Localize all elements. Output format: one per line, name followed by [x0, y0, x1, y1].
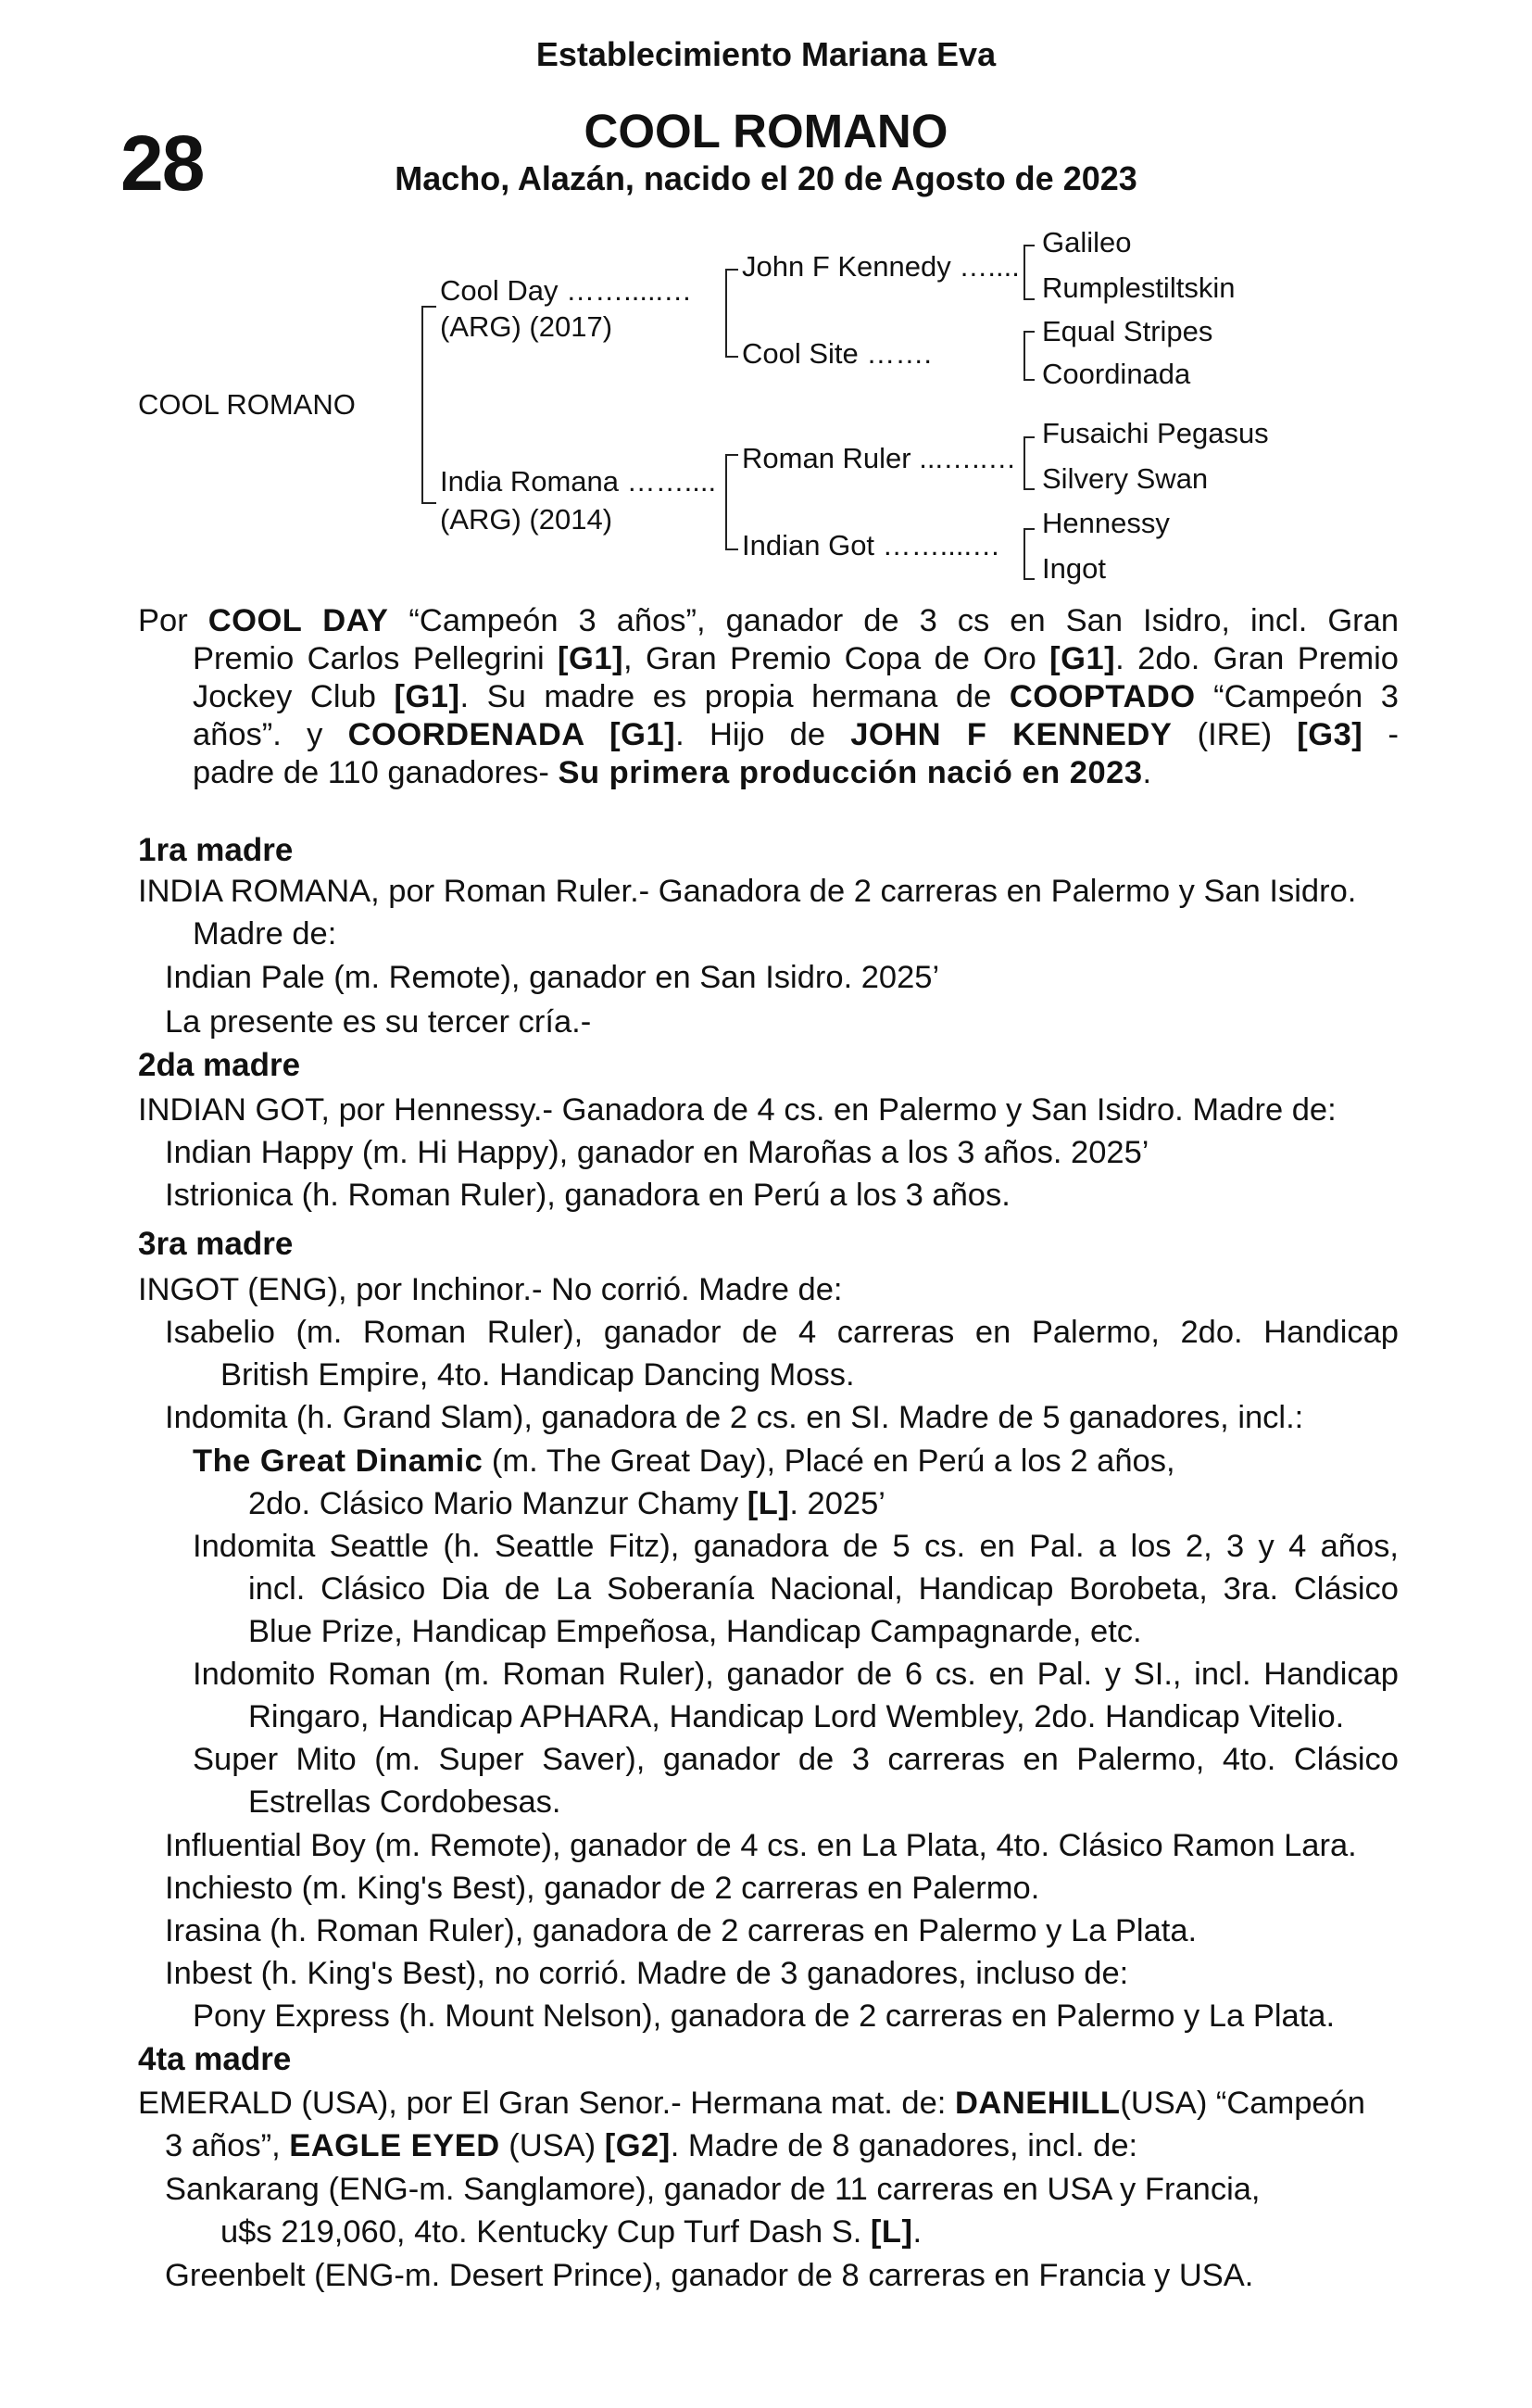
pedigree-gen3-8: Ingot [1042, 552, 1106, 585]
madre2-line: Istrionica (h. Roman Ruler), ganadora en Perú a los 3 años. [165, 1178, 1011, 1213]
text-run: . Hijo de [675, 717, 851, 752]
bracket-dam [725, 454, 738, 550]
grade-g1: [G1] [394, 679, 460, 714]
madre1-line: Madre de: [193, 916, 337, 952]
pedigree-gen3-2: Rumplestiltskin [1042, 271, 1236, 304]
bracket-ggp-3 [1023, 436, 1035, 490]
madre3-line: Blue Prize, Handicap Empeñosa, Handicap Campagnarde, etc. [248, 1614, 1142, 1649]
madre3-line: Indomita Seattle (h. Seattle Fitz), ganadora de 5 cs. en Pal. a los 2, 3 y 4 años, [193, 1529, 1399, 1564]
horse-description: Macho, Alazán, nacido el 20 de Agosto de 2023 [395, 159, 1137, 197]
text-run: años”. y [193, 717, 348, 752]
text-run: . [1142, 755, 1152, 790]
text-run: 2do. Clásico Mario Manzur Chamy [248, 1486, 747, 1521]
text-run: . [912, 2214, 923, 2250]
madre3-line: incl. Clásico Dia de La Soberanía Nacional, Handicap Borobeta, 3ra. Clásico [248, 1571, 1399, 1607]
bracket-ggp-4 [1023, 528, 1035, 580]
pedigree-dam: India Romana …….... [440, 465, 717, 498]
pedigree-sire: Cool Day …….....… [440, 274, 693, 307]
horse-eagle-eyed: EAGLE EYED [289, 2128, 500, 2163]
pedigree-gen3-6: Silvery Swan [1042, 462, 1209, 495]
madre3-line: Inbest (h. King's Best), no corrió. Madre de 3 ganadores, incluso de: [165, 1956, 1129, 1991]
text-run: . Su madre es propia hermana de [459, 679, 1010, 714]
madre3-line: Influential Boy (m. Remote), ganador de 4 cs. en La Plata, 4to. Clásico Ramon Lara. [165, 1828, 1357, 1863]
madre3-heading: 3ra madre [138, 1226, 294, 1262]
grade-listed: [L] [747, 1486, 790, 1521]
establishment-name: Establecimiento Mariana Eva [535, 35, 997, 73]
madre3-line [248, 1485, 885, 1523]
madre4-line [138, 2085, 1365, 2123]
sire-line-2 [193, 640, 1399, 678]
text-run: EMERALD (USA), por El Gran Senor.- Hermana mat. de: [138, 2086, 955, 2121]
sire-name: COOL DAY [207, 603, 389, 638]
text-run: . 2do. Gran Premio [1115, 641, 1399, 676]
grade-g1: [G1] [558, 641, 623, 676]
madre3-line [193, 1443, 1175, 1481]
madre3-line: Irasina (h. Roman Ruler), ganadora de 2 carreras en Palermo y La Plata. [165, 1913, 1198, 1948]
grade-g1: [G1] [1049, 641, 1116, 676]
text-run: “Campeón 3 años”, ganador de 3 cs en San Isidro, incl. Gran [388, 603, 1400, 638]
text-run: . 2025’ [789, 1486, 885, 1521]
madre4-line: Greenbelt (ENG-m. Desert Prince), ganador de 8 carreras en Francia y USA. [165, 2258, 1254, 2293]
bracket-ggp-2 [1023, 331, 1035, 381]
madre3-line: Isabelio (m. Roman Ruler), ganador de 4 carreras en Palermo, 2do. Handicap [165, 1315, 1399, 1350]
sire-line-1 [138, 602, 1399, 640]
text-run: (USA) “Campeón [1120, 2086, 1365, 2121]
pedigree-dam-sire: Roman Ruler ...…..… [742, 442, 1017, 474]
madre1-heading: 1ra madre [138, 832, 294, 868]
text-run: - [1362, 717, 1400, 752]
madre3-line: Indomito Roman (m. Roman Ruler), ganador de 6 cs. en Pal. y SI., incl. Handicap [193, 1657, 1399, 1692]
madre3-line: Pony Express (h. Mount Nelson), ganadora de 2 carreras en Palermo y La Plata. [193, 1998, 1336, 2034]
sire-line-3 [193, 678, 1399, 716]
sire-line-4 [193, 716, 1399, 754]
pedigree-subject: COOL ROMANO [138, 388, 356, 421]
pedigree-dam-origin: (ARG) (2014) [440, 503, 613, 536]
madre3-line: British Empire, 4to. Handicap Dancing Moss. [220, 1357, 855, 1393]
pedigree-gen3-7: Hennessy [1042, 507, 1170, 539]
madre2-line: INDIAN GOT, por Hennessy.- Ganadora de 4 cs. en Palermo y San Isidro. Madre de: [138, 1092, 1337, 1128]
horse-john-f-kennedy: JOHN F KENNEDY [850, 717, 1173, 752]
madre3-line: Inchiesto (m. King's Best), ganador de 2 carreras en Palermo. [165, 1871, 1040, 1906]
pedigree-gen3-3: Equal Stripes [1042, 315, 1213, 347]
madre4-heading: 4ta madre [138, 2041, 292, 2077]
horse-coordenada: COORDENADA [G1] [347, 717, 676, 752]
sire-line-5 [193, 754, 1151, 792]
pedigree-gen3-4: Coordinada [1042, 358, 1191, 390]
madre3-line: Estrellas Cordobesas. [248, 1784, 561, 1820]
text-run: (m. The Great Day), Placé en Perú a los 2 años, [483, 1444, 1175, 1479]
text-run: “Campeón 3 [1195, 679, 1399, 714]
text-run: 3 años”, [165, 2128, 290, 2163]
madre4-line [165, 2127, 1137, 2165]
text-run: (IRE) [1172, 717, 1298, 752]
pedigree-gen3-1: Galileo [1042, 226, 1132, 258]
grade-g2: [G2] [604, 2128, 671, 2163]
pedigree-dam-dam: Indian Got ……....… [742, 529, 1001, 561]
madre1-line: La presente es su tercer cría.- [165, 1004, 592, 1040]
lot-number: 28 [120, 120, 204, 207]
horse-cooptado: COOPTADO [1009, 679, 1196, 714]
text-run: (USA) [499, 2128, 605, 2163]
pedigree-sire-sire: John F Kennedy ….... [742, 250, 1020, 283]
bracket-ggp-1 [1023, 245, 1035, 300]
madre3-line: Indomita (h. Grand Slam), ganadora de 2 cs. en SI. Madre de 5 ganadores, incl.: [165, 1400, 1304, 1435]
horse-name-title: COOL ROMANO [584, 105, 948, 158]
first-crop-note: Su primera producción nació en 2023 [558, 755, 1143, 790]
madre4-line: Sankarang (ENG-m. Sanglamore), ganador de 11 carreras en USA y Francia, [165, 2172, 1261, 2207]
bracket-sire [725, 269, 738, 358]
pedigree-sire-dam: Cool Site ……. [742, 337, 933, 370]
madre4-line [220, 2213, 922, 2251]
text-run: . Madre de 8 ganadores, incl. de: [670, 2128, 1138, 2163]
text-run: Jockey Club [193, 679, 395, 714]
madre2-line: Indian Happy (m. Hi Happy), ganador en Maroñas a los 3 años. 2025’ [165, 1135, 1149, 1170]
text-run: Por [138, 603, 208, 638]
bracket-gen1 [421, 306, 436, 504]
horse-danehill: DANEHILL [954, 2086, 1121, 2121]
pedigree-gen3-5: Fusaichi Pegasus [1042, 417, 1269, 449]
grade-g3: [G3] [1297, 717, 1363, 752]
madre3-line: INGOT (ENG), por Inchinor.- No corrió. Madre de: [138, 1272, 843, 1307]
madre2-heading: 2da madre [138, 1047, 301, 1083]
text-run: , Gran Premio Copa de Oro [623, 641, 1050, 676]
madre1-line: Indian Pale (m. Remote), ganador en San Isidro. 2025’ [165, 960, 940, 995]
text-run: Premio Carlos Pellegrini [193, 641, 558, 676]
madre1-line: INDIA ROMANA, por Roman Ruler.- Ganadora de 2 carreras en Palermo y San Isidro. [138, 874, 1357, 909]
grade-listed: [L] [870, 2214, 913, 2250]
text-run: padre de 110 ganadores- [193, 755, 559, 790]
horse-the-great-dinamic: The Great Dinamic [193, 1444, 483, 1479]
madre3-line: Super Mito (m. Super Saver), ganador de 3 carreras en Palermo, 4to. Clásico [193, 1742, 1399, 1777]
pedigree-sire-origin: (ARG) (2017) [440, 310, 613, 343]
text-run: u$s 219,060, 4to. Kentucky Cup Turf Dash S. [220, 2214, 871, 2250]
madre3-line: Ringaro, Handicap APHARA, Handicap Lord Wembley, 2do. Handicap Vitelio. [248, 1699, 1345, 1734]
